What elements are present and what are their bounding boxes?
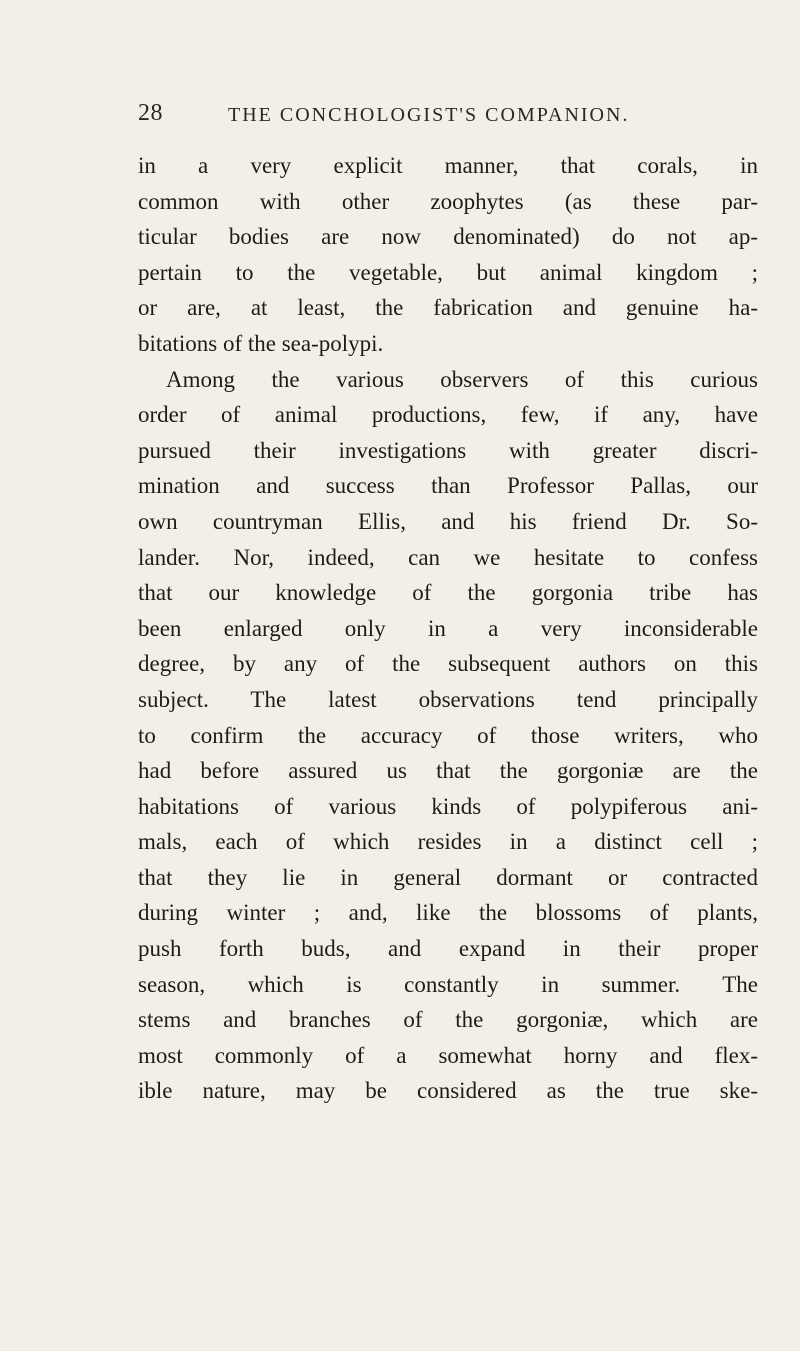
page-number: 28	[138, 100, 163, 126]
text-line: pertain to the vegetable, but animal kingdom ;	[138, 259, 758, 285]
text-line: that our knowledge of the gorgonia tribe has	[138, 580, 758, 606]
text-line: or are, at least, the fabrication and genuine ha-	[138, 295, 758, 321]
text-line: been enlarged only in a very inconsiderable	[138, 615, 758, 641]
text-line: order of animal productions, few, if any, have	[138, 402, 758, 428]
text-line: habitations of various kinds of polypiferous ani-	[138, 793, 758, 819]
text-line: ticular bodies are now denominated) do not ap-	[138, 224, 758, 250]
text-line: bitations of the sea-polypi.	[138, 330, 384, 356]
text-line: season, which is constantly in summer. The	[138, 971, 758, 997]
text-line: had before assured us that the gorgoniæ are the	[138, 758, 758, 784]
text-line: degree, by any of the subsequent authors on this	[138, 651, 758, 677]
text-line: stems and branches of the gorgoniæ, which are	[138, 1007, 758, 1033]
body-text	[138, 148, 758, 1109]
text-line: pursued their investigations with greater discri-	[138, 437, 758, 463]
text-line: in a very explicit manner, that corals, in	[138, 153, 758, 178]
text-line: common with other zoophytes (as these par-	[138, 188, 758, 214]
text-line: Among the various observers of this curious	[166, 366, 758, 392]
text-line: mals, each of which resides in a distinct cell ;	[138, 829, 758, 855]
text-line: to confirm the accuracy of those writers, who	[138, 722, 758, 748]
running-head	[138, 100, 758, 140]
text-line: mination and success than Professor Pallas, our	[138, 473, 758, 499]
running-head-title: THE CONCHOLOGIST'S COMPANION.	[228, 104, 630, 126]
text-line: ible nature, may be considered as the true ske-	[138, 1078, 758, 1104]
text-line: subject. The latest observations tend principally	[138, 686, 758, 712]
text-line: lander. Nor, indeed, can we hesitate to confess	[138, 544, 758, 570]
text-line: during winter ; and, like the blossoms of plants,	[138, 900, 758, 926]
text-line: own countryman Ellis, and his friend Dr. So-	[138, 508, 758, 534]
text-line: push forth buds, and expand in their proper	[138, 936, 758, 962]
text-line: that they lie in general dormant or contracted	[138, 864, 758, 890]
text-line: most commonly of a somewhat horny and flex-	[138, 1042, 758, 1068]
